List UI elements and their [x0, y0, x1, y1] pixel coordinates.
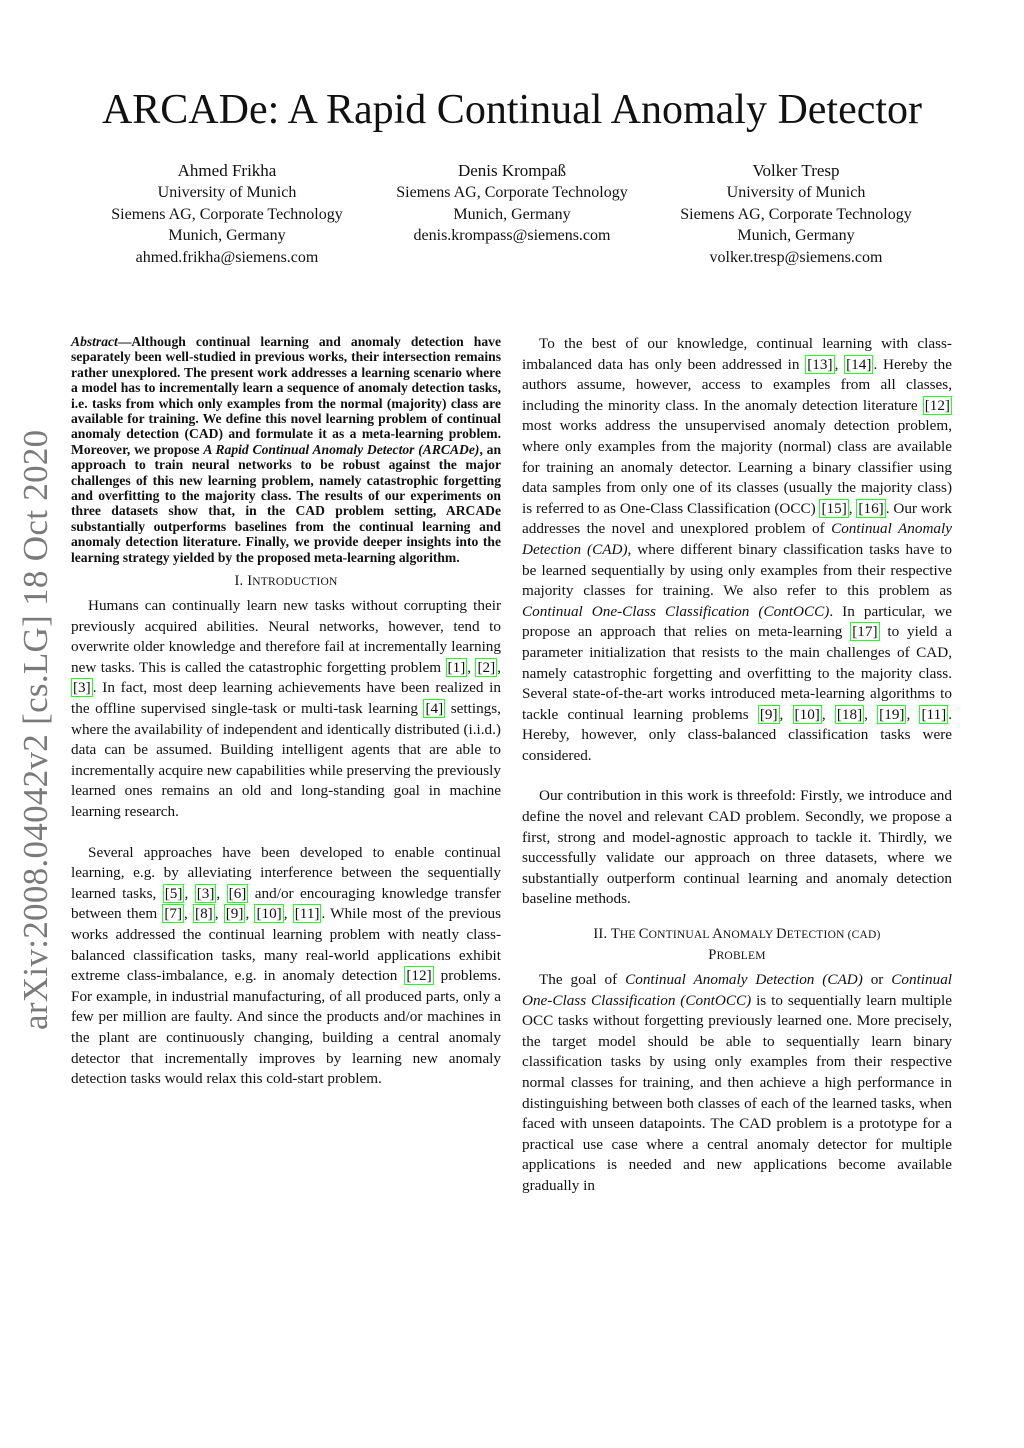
author-2	[387, 160, 637, 247]
citation-link[interactable]: [17]	[852, 623, 878, 641]
citation-link[interactable]: [10]	[256, 905, 282, 923]
citation-link[interactable]: [5]	[164, 884, 183, 902]
author-location: Munich, Germany	[737, 227, 855, 244]
author-3	[671, 160, 921, 268]
author-name: Ahmed Frikha	[177, 161, 277, 180]
author-email[interactable]: denis.krompass@siemens.com	[413, 227, 611, 244]
paragraph-intro-2: Several approaches have been developed to enable continual learning, e.g. by alleviating interference between the sequentially learned tasks, [5] , [3] , [6] and/or encouraging knowledge transfer between them [7] , [8] , [9] , [10] , [11] . While most of the previous works addressed the continual learning problem with neatly class-balanced classification tasks, many real-world applications exhibit extreme class-imbalance, e.g. in anomaly detection [12] problems. For example, in industrial manufacturing, of all produced parts, only a few per million are faulty. And since the products and/or machines in the plant are continuously changing, building a central anomaly detector that incrementally improves by learning new anomaly detection tasks would relax this cold-start problem.	[71, 843, 502, 1088]
paragraph-contributions: Our contribution in this work is threefold: Firstly, we introduce and define the novel and relevant CAD problem. Secondly, we propose a first, strong and model-agnostic approach to tackle it. Thirdly, we successfully validate our approach on three datasets, where we substantially outperform continual learning and anomaly detection baseline methods.	[522, 787, 952, 908]
author-email[interactable]: ahmed.frikha@siemens.com	[135, 248, 319, 266]
abstract-label: Abstract	[71, 334, 118, 349]
paragraph-intro-3: To the best of our knowledge, continual learning with class-imbalanced data has only been addressed in [13] , [14] . Hereby the authors assume, however, access to examples from all classes, including the minority class. In the anomaly detection literature [12] most works address the unsupervised anomaly detection problem, where only examples from the majority (normal) class are available for training an anomaly detector. Learning a binary classifier using data samples from only one of its classes (usually the majority class) is referred to as One-Class Classification (OCC) [15] , [16] . Our work addresses the novel and unexplored problem of Continual Anomaly Detection (CAD), where different binary classification tasks have to be learned sequentially by using only examples from their respective majority classes for training. We also refer to this problem as Continual One-Class Classification (ContOCC). In particular, we propose an approach that relies on meta-learning [17] to yield a parameter initialization that resists to the main challenges of CAD, namely catastrophic forgetting and overfitting to the majority class. Several state-of-the-art works introduced meta-learning algorithms to tackle continual learning problems [9] , [10] , [18] , [19] , [11] . Hereby, however, only class-balanced classification tasks were considered.	[522, 335, 953, 764]
abstract-text: , an approach to train neural networks to be robust against the major challenges of this new learning problem, namely catastrophic forgetting and overfitting to the majority class. The results of our experiments on three datasets show that, in the CAD problem setting, ARCADe substantially outperforms baselines from the continual learning and anomaly detection literature. Finally, we provide deeper insights into the learning strategy yielded by the proposed meta-learning algorithm.	[71, 441, 501, 565]
section-heading-cad-problem: II. THE CONTINUAL ANOMALY DETECTION (CAD) PROBLEM	[593, 926, 881, 964]
abstract-text: Although continual learning and anomaly detection have separately been well-studied in previous works, their intersection remains rather unexplored. The present work addresses a learning scenario where a model has to incrementally learn a sequence of anomaly detection tasks, i.e. tasks from which only examples from the normal (majority) class are available for training. We define this novel learning problem of continual anomaly detection (CAD) and formulate it as a meta-learning problem. Moreover, we propose	[71, 334, 501, 457]
citation-link[interactable]: [1]	[447, 658, 466, 676]
citation-link[interactable]: [9]	[759, 705, 778, 723]
left-column	[71, 334, 501, 1090]
author-location: Munich, Germany	[168, 227, 286, 244]
citation-link[interactable]: [11]	[294, 905, 320, 923]
abstract	[71, 334, 501, 565]
author-location: Munich, Germany	[453, 205, 571, 223]
arxiv-identifier: arXiv:2008.04042v2 [cs.LG] 18 Oct 2020	[16, 429, 55, 1030]
citation-link[interactable]: [3]	[73, 679, 91, 697]
citation-link[interactable]: [13]	[807, 355, 833, 373]
right-column	[522, 334, 952, 1197]
citation-link[interactable]: [16]	[858, 499, 884, 517]
citation-link[interactable]: [12]	[924, 396, 950, 414]
section-heading-introduction: I. INTRODUCTION	[234, 573, 338, 590]
abstract-method-name: A Rapid Continual Anomaly Detector (ARCADe)	[203, 441, 480, 457]
author-name: Denis Krompaß	[457, 161, 567, 180]
paper-title: ARCADe: A Rapid Continual Anomaly Detector	[101, 87, 923, 133]
citation-link[interactable]: [9]	[225, 905, 244, 923]
citation-link[interactable]: [18]	[836, 705, 863, 723]
author-affiliation: University of Munich	[726, 184, 866, 201]
citation-link[interactable]: [15]	[821, 499, 847, 517]
citation-link[interactable]: [11]	[921, 705, 947, 723]
paragraph-intro-1: Humans can continually learn new tasks without corrupting their previously acquired abilities. Neural networks, however, tend to overwrite older knowledge and therefore fail at incrementally learning new tasks. This is called the catastrophic forgetting problem [1] , [2] , [3] . In fact, most deep learning achievements have been realized in the offline supervised single-task or multi-task learning [4] settings, where the availability of independent and identically distributed (i.i.d.) data can be assumed. Building intelligent agents that are able to incrementally acquire new capabilities while preserving the previously learned ones remains an old and long-standing goal in machine learning research.	[71, 597, 501, 821]
citation-link[interactable]: [10]	[794, 705, 820, 723]
author-1	[102, 160, 352, 268]
author-name: Volker Tresp	[752, 161, 840, 180]
author-affiliation: Siemens AG, Corporate Technology	[680, 205, 912, 223]
author-affiliation: Siemens AG, Corporate Technology	[396, 184, 628, 201]
citation-link[interactable]: [6]	[228, 884, 247, 902]
citation-link[interactable]: [7]	[164, 905, 183, 923]
citation-link[interactable]: [3]	[196, 884, 215, 902]
citation-link[interactable]: [14]	[846, 355, 872, 373]
author-affiliation: Siemens AG, Corporate Technology	[111, 205, 343, 223]
paragraph-cad-definition: The goal of Continual Anomaly Detection (CAD) or Continual One-Class Classification (ContOCC) is to sequentially learn multiple OCC tasks without forgetting previously learned one. More precisely, the target model should be able to sequentially learn binary classification tasks by using only examples from their respective normal classes for training, and then achieve a high performance in distinguishing between both classes of each of the learned tasks, when faced with unseen datapoints. The CAD problem is a prototype for a practical use case where a central anomaly detector for multiple applications is needed and new applications become available gradually in	[522, 971, 953, 1194]
author-email[interactable]: volker.tresp@siemens.com	[709, 248, 883, 266]
citation-link[interactable]: [19]	[879, 705, 905, 723]
citation-link[interactable]: [4]	[425, 700, 444, 718]
abstract-dash: —	[117, 334, 132, 349]
citation-link[interactable]: [12]	[406, 967, 432, 985]
citation-link[interactable]: [8]	[195, 905, 213, 923]
author-affiliation: University of Munich	[157, 184, 297, 201]
citation-link[interactable]: [2]	[477, 658, 496, 676]
